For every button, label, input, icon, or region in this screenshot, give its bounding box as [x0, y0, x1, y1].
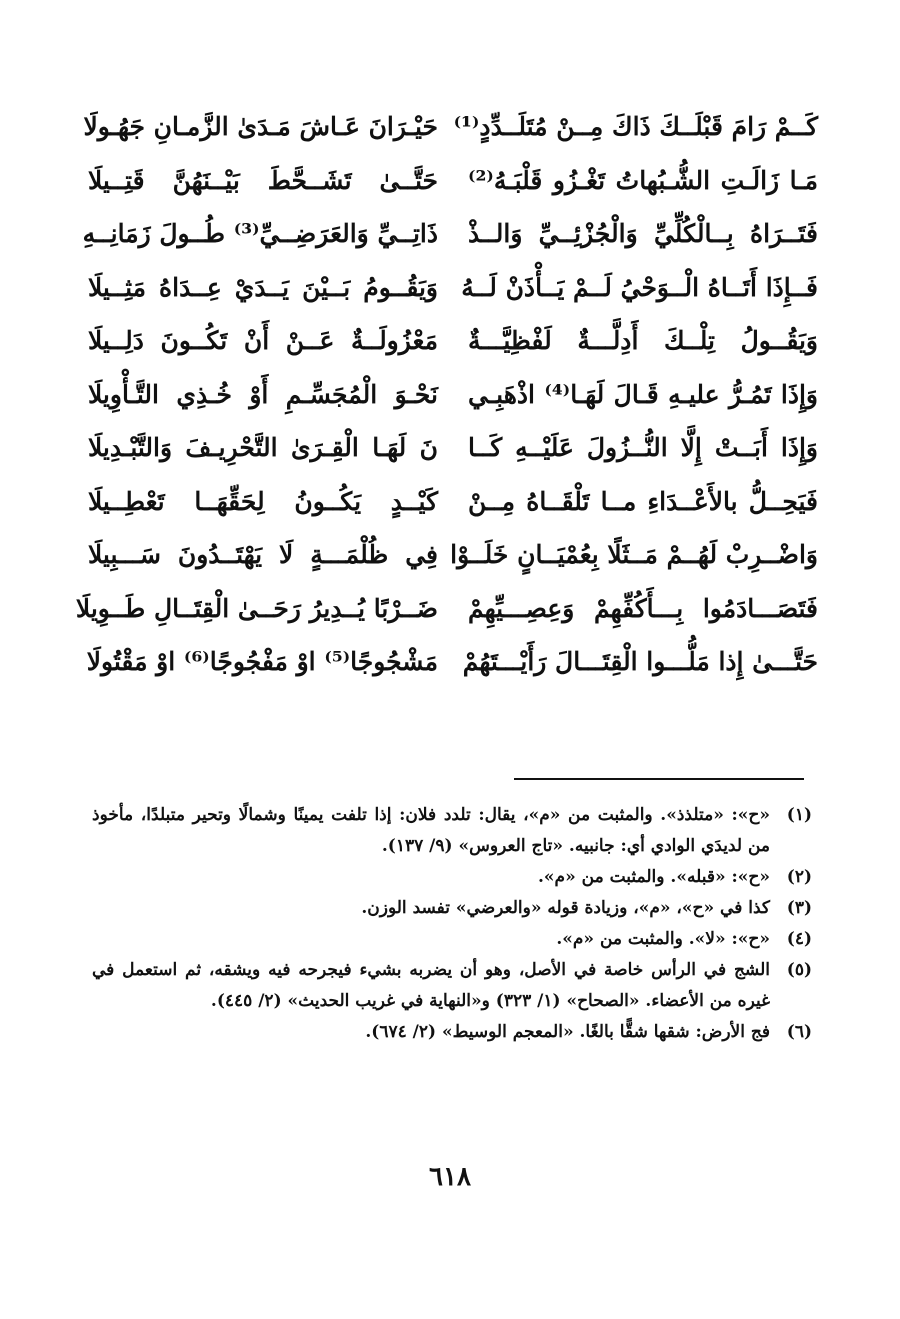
footnote-text: «ح»: «قبله». والمثبت من «م».: [538, 867, 770, 887]
verse: [88, 314, 818, 368]
verse: [75, 582, 818, 636]
verse-second-hemistich: كَيْــدٍ يَكُــونُ لِحَقِّهَــا تَعْطِــيلَا: [88, 486, 438, 516]
verse-second-hemistich: ضَــرْبًا يُــدِيرُ رَحَــىٰ الْقِتَــالِ طَــوِيلَا: [75, 593, 438, 623]
footnote-number: (١): [786, 805, 812, 825]
footnote-text: فج الأرض: شقها شقًّا بالغًا. «المعجم الوسيط» (٢/ ٦٧٤).: [365, 1022, 770, 1042]
footnotes: [92, 800, 812, 1048]
verse-first-hemistich: وَإِذَا تَمُـرُّ عليـهِ قَـالَ لَهَـا⁽⁴⁾ اذْهَبِـي: [468, 379, 818, 409]
verse-first-hemistich: فَيَحِــلُّ بالأَعْــدَاءِ مــا تَلْقَــاهُ مِــنْ: [468, 486, 818, 516]
verse-first-hemistich: فَتَصَـــادَمُوا بِـــأَكُفِّهِمْ وَعِصِـــيِّهِمْ: [468, 593, 818, 623]
footnote-text: كذا في «ح»، «م»، وزيادة قوله «والعرضي» تفسد الوزن.: [361, 898, 770, 918]
verse: [88, 635, 818, 689]
footnote: [92, 1017, 812, 1048]
footnote: [92, 924, 812, 955]
verse-second-hemistich: حَتَّــىٰ تَشَــحَّطَ بَيْــنَهُنَّ قَتِــيلَا: [88, 165, 438, 195]
verse-second-hemistich: نَحْـوَ الْمُجَسِّـمِ أَوْ خُـذِي التَّـأْوِيلَا: [88, 379, 438, 409]
verse-first-hemistich: وَاضْــرِبْ لَهُــمْ مَــثَلًا بِعُمْيَــانٍ خَلَــوْا: [450, 540, 818, 570]
verse: [88, 475, 818, 529]
footnote-number: (٦): [786, 1022, 812, 1042]
verse-second-hemistich: مَعْزُولَــةٌ عَــنْ أَنْ تَكُــونَ دَلِــيلَا: [88, 326, 438, 356]
verse: [88, 528, 818, 582]
footnote-text: «ح»: «لا». والمثبت من «م».: [556, 929, 770, 949]
verse: [82, 207, 818, 261]
footnote-text: «ح»: «متلذذ». والمثبت من «م»، يقال: تلدد فلان: إذا تلفت يمينًا وشمالًا وتحير متبلدًا، مأخوذ من لديدَي الوادي أي: جانبيه. «تاج العروس» (٩/ ١٣٧).: [92, 805, 770, 856]
footnote-number: (٣): [786, 898, 812, 918]
verse-first-hemistich: كَــمْ رَامَ قَبْلَــكَ ذَاكَ مِــنْ مُتَلَــدِّدٍ⁽¹⁾: [453, 112, 818, 142]
verse-second-hemistich: حَيْـرَانَ عَـاشَ مَـدَىٰ الزَّمـانِ جَهُـولَا: [83, 112, 438, 142]
footnote-text: الشج في الرأس خاصة في الأصل، وهو أن يضربه بشيء فيجرحه فيه ويشقه، ثم استعمل في غيره من الأعضاء. «الصحاح» (١/ ٣٢٣) و«النهاية في غريب الحديث» (٢/ ٤٤٥).: [92, 960, 770, 1011]
footnote: [92, 800, 812, 862]
verse: [88, 368, 818, 422]
footnote: [92, 955, 812, 1017]
verse: [88, 261, 818, 315]
page-number: ٦١٨: [429, 1162, 471, 1192]
verse-second-hemistich: مَشْجُوجًا⁽⁵⁾ اوْ مَفْجُوجًا⁽⁶⁾ اوْ مَقْتُولَا: [86, 647, 438, 677]
verse-second-hemistich: وَيَقُــومُ بَــيْنَ يَــدَيْ عِــدَاهُ مَثِــيلَا: [88, 272, 438, 302]
footnote-number: (٢): [786, 867, 812, 887]
verse-first-hemistich: حَتَّـــىٰ إِذا مَلُّـــوا الْقِتَـــالَ رَأَيْـــتَهُمْ: [462, 647, 818, 677]
footnote: [92, 862, 812, 893]
verse-second-hemistich: نَ لَهَـا الْقِـرَىٰ التَّحْرِيـفَ وَالتَّبْـدِيلَا: [88, 433, 438, 463]
verse: [88, 154, 818, 208]
footnote-number: (٥): [786, 960, 812, 980]
poem: [75, 100, 818, 689]
verse-first-hemistich: وَيَقُــولُ تِلْــكَ أَدِلَّـــةٌ لَفْظِيَّـــةٌ: [468, 326, 818, 356]
footnote: [92, 893, 812, 924]
verse-first-hemistich: فَتَــرَاهُ بِــالْكُلِّيِّ وَالْجُزْئِــيِّ وَالــذْ: [468, 219, 818, 249]
footnote-separator: [514, 778, 804, 780]
verse-second-hemistich: فِي ظُلْمَـــةٍ لَا يَهْتَــدُونَ سَـــبِيلَا: [88, 540, 438, 570]
verse-first-hemistich: وَإِذَا أَبَــتْ إِلَّا النُّــزُولَ عَلَيْــهِ كَــا: [468, 433, 818, 463]
verse: [88, 421, 818, 475]
verse-second-hemistich: ذَاتِــيِّ وَالعَرَضِــيِّ⁽³⁾ طُــولَ زَمَانِــهِ: [82, 219, 438, 249]
footnote-number: (٤): [786, 929, 812, 949]
verse-first-hemistich: مَـا زَالَـتِ الشُّـبُهاتُ تَغْـزُو قَلْبَـهُ⁽²⁾: [468, 165, 818, 195]
verse-first-hemistich: فَــإِذَا أَتَــاهُ الْــوَحْيُ لَــمْ يَــأْذَنْ لَــهُ: [461, 272, 818, 302]
verse: [83, 100, 818, 154]
